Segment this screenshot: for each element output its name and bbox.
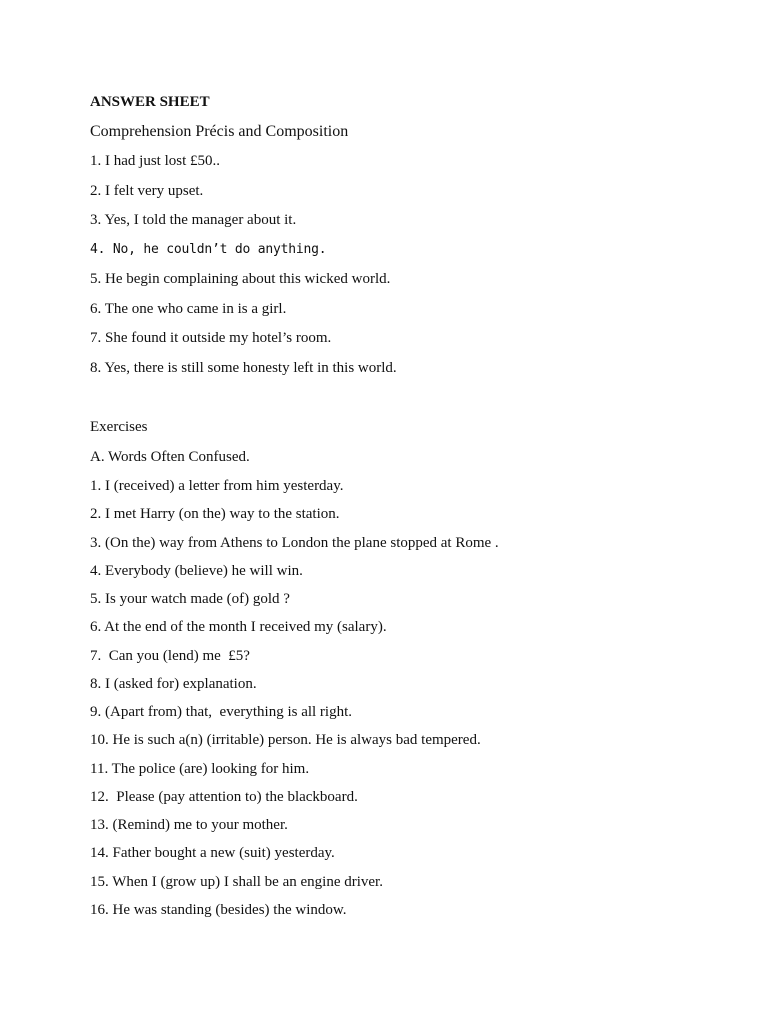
- comprehension-answer-2: 2. I felt very upset.: [90, 183, 204, 199]
- section-a-heading: A. Words Often Confused.: [90, 449, 250, 465]
- comprehension-answer-4: 4. No, he couldn’t do anything.: [90, 242, 327, 257]
- exercise-item-5: 5. Is your watch made (of) gold ?: [90, 591, 290, 607]
- exercise-item-12: 12. Please (pay attention to) the blackboard.: [90, 789, 358, 805]
- page-title: ANSWER SHEET: [90, 94, 210, 110]
- exercise-item-14: 14. Father bought a new (suit) yesterday.: [90, 845, 335, 861]
- exercise-item-10: 10. He is such a(n) (irritable) person. He is always bad tempered.: [90, 732, 481, 748]
- exercise-item-1: 1. I (received) a letter from him yesterday.: [90, 478, 344, 494]
- exercise-item-4: 4. Everybody (believe) he will win.: [90, 563, 303, 579]
- exercises-heading: Exercises: [90, 419, 148, 435]
- exercise-item-6: 6. At the end of the month I received my (salary).: [90, 619, 387, 635]
- comprehension-answer-8: 8. Yes, there is still some honesty left in this world.: [90, 360, 397, 376]
- exercise-item-2: 2. I met Harry (on the) way to the station.: [90, 506, 340, 522]
- exercise-item-13: 13. (Remind) me to your mother.: [90, 817, 288, 833]
- exercise-item-8: 8. I (asked for) explanation.: [90, 676, 257, 692]
- comprehension-answer-6: 6. The one who came in is a girl.: [90, 301, 287, 317]
- comprehension-heading: Comprehension Précis and Composition: [90, 123, 349, 140]
- comprehension-answer-1: 1. I had just lost £50..: [90, 153, 220, 169]
- exercise-item-7: 7. Can you (lend) me £5?: [90, 648, 250, 664]
- comprehension-answer-7: 7. She found it outside my hotel’s room.: [90, 330, 332, 346]
- comprehension-answer-3: 3. Yes, I told the manager about it.: [90, 212, 297, 228]
- exercise-item-9: 9. (Apart from) that, everything is all right.: [90, 704, 353, 720]
- exercise-item-15: 15. When I (grow up) I shall be an engine driver.: [90, 874, 383, 890]
- exercise-item-16: 16. He was standing (besides) the window.: [90, 902, 347, 918]
- comprehension-answer-5: 5. He begin complaining about this wicked world.: [90, 271, 391, 287]
- exercise-item-3: 3. (On the) way from Athens to London the plane stopped at Rome .: [90, 535, 499, 551]
- exercise-item-11: 11. The police (are) looking for him.: [90, 761, 310, 777]
